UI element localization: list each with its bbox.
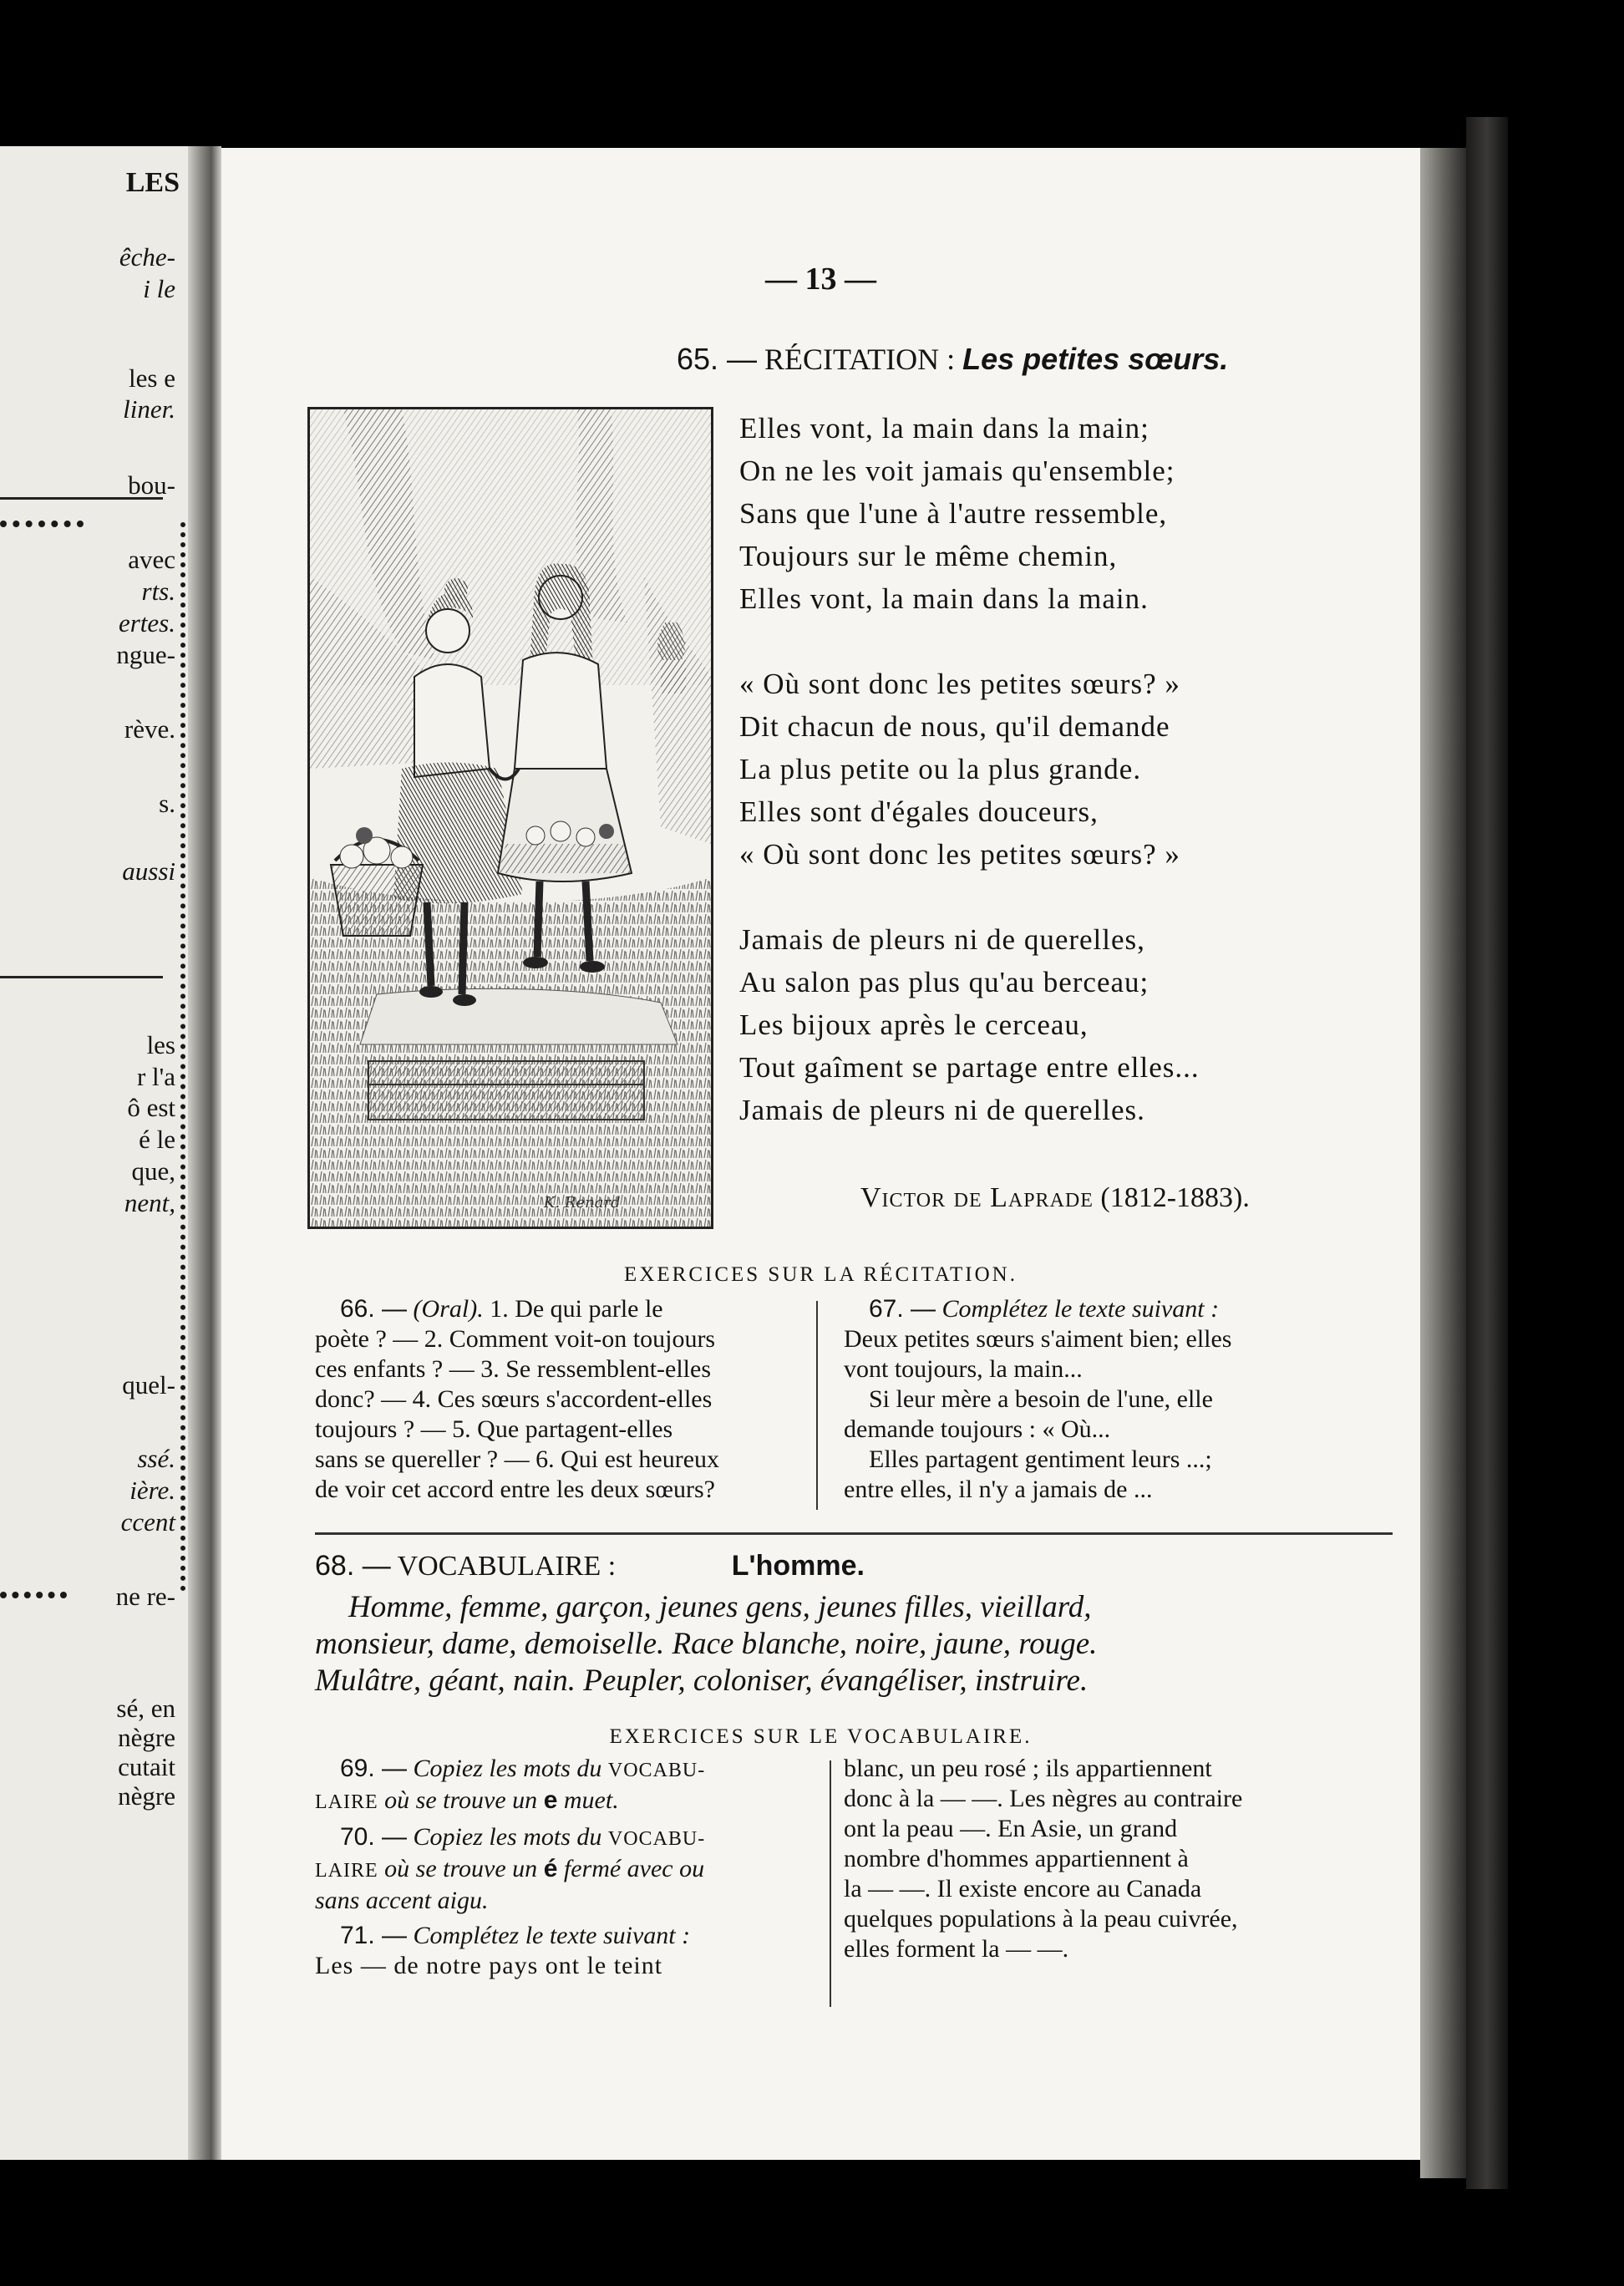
left-page-text-fragment: LES — [125, 167, 180, 198]
exercise-66-line: ces enfants ? — 3. Se ressemblent-elles — [315, 1355, 712, 1383]
page-number: — 13 — — [765, 262, 876, 297]
exercise-69-smallcaps2: LAIRE — [315, 1791, 378, 1813]
exercise-67-line: Elles partagent gentiment leurs ...; — [869, 1445, 1212, 1473]
poem-stanza-3 — [739, 918, 1391, 1131]
vocabulary-line: Homme, femme, garçon, jeunes gens, jeunes filles, vieillard, — [348, 1590, 1092, 1624]
exercise-66 — [315, 1294, 850, 1505]
vocabulary-number: 68. — — [315, 1550, 391, 1582]
exercise-66-line: toujours ? — 5. Que partagent-elles — [315, 1415, 673, 1443]
section-divider — [315, 1532, 1393, 1535]
left-page-text-fragment: les — [146, 1030, 175, 1059]
left-page-text-fragment: les e — [129, 363, 175, 393]
exercise-71 — [315, 1921, 825, 1951]
poem-line: Elles vont, la main dans la main; — [739, 412, 1149, 444]
exercise-71-line: donc à la — —. Les nègres au contraire — [844, 1785, 1243, 1812]
poem-line: Elles vont, la main dans la main. — [739, 582, 1149, 615]
left-page-text-fragment: nègre — [118, 1781, 175, 1811]
vocabulary-subject: L'homme. — [731, 1550, 865, 1582]
exercise-66-line: poète ? — 2. Comment voit-on toujours — [315, 1325, 716, 1353]
left-page-text-fragment: cutait — [118, 1752, 175, 1781]
exercise-71-line: la — —. Il existe encore au Canada — [844, 1875, 1202, 1902]
author-name: Victor de Laprade — [860, 1182, 1094, 1213]
poem-line: Sans que l'une à l'autre ressemble, — [739, 497, 1168, 530]
vocabulary-line: Mulâtre, géant, nain. Peupler, coloniser, évangéliser, instruire. — [315, 1664, 1089, 1698]
exercise-66-line: 1. De qui parle le — [490, 1295, 663, 1323]
exercise-66-line: de voir cet accord entre les deux sœurs? — [315, 1476, 715, 1503]
poem-line: Toujours sur le même chemin, — [739, 540, 1118, 572]
vocabulary-title — [315, 1550, 865, 1582]
exercise-70-smallcaps: VOCABU- — [607, 1828, 706, 1850]
exercise-70-cont — [315, 1854, 825, 1886]
left-page-frame — [0, 1592, 67, 1598]
engraving-drawing — [310, 409, 711, 1227]
book-spine — [188, 146, 221, 2160]
exercises-vocabulary-heading: EXERCICES SUR LE VOCABULAIRE. — [609, 1725, 1033, 1748]
exercise-69-cont — [315, 1786, 825, 1817]
left-page-text-fragment: aussi — [122, 856, 175, 886]
exercise-69-smallcaps: VOCABU- — [607, 1760, 706, 1781]
column-divider-2 — [830, 1760, 831, 2007]
exercise-71-line: ont la peau —. En Asie, un grand — [844, 1815, 1178, 1842]
author-dates: (1812-1883). — [1100, 1182, 1250, 1213]
exercise-71-line: blanc, un peu rosé ; ils appartiennent — [844, 1755, 1212, 1782]
left-page-text-fragment: r l'a — [136, 1062, 175, 1091]
exercise-67-line: vont toujours, la main... — [844, 1355, 1083, 1383]
exercise-69-number: 69. — — [340, 1755, 408, 1782]
left-page-text-fragment: ssé. — [137, 1444, 175, 1473]
left-page-text-fragment: i le — [143, 274, 175, 303]
left-page-text-fragment: avec — [128, 545, 175, 574]
engraving-signature: K. Renard — [544, 1194, 621, 1212]
exercise-67 — [844, 1294, 1395, 1505]
vocabulary-words — [315, 1589, 1393, 1699]
exercise-70-letter: é — [543, 1855, 558, 1882]
poem-line: « Où sont donc les petites sœurs? » — [739, 668, 1180, 700]
exercise-67-number: 67. — — [869, 1295, 936, 1323]
poem-line: Jamais de pleurs ni de querelles, — [739, 923, 1145, 956]
poem-line: « Où sont donc les petites sœurs? » — [739, 838, 1180, 871]
exercise-66-line: sans se quereller ? — 6. Qui est heureux — [315, 1445, 720, 1473]
left-page-text-fragment: liner. — [123, 394, 175, 424]
exercise-67-line: Deux petites sœurs s'aiment bien; elles — [844, 1325, 1232, 1353]
left-page-frame — [180, 522, 185, 1592]
poem — [739, 407, 1391, 1174]
recitation-poem-title: Les petites sœurs. — [962, 342, 1229, 376]
left-page-text-fragment: s. — [159, 789, 175, 818]
exercise-70-smallcaps2: LAIRE — [315, 1860, 378, 1882]
exercise-70-number: 70. — — [340, 1823, 408, 1851]
exercise-71-continued — [844, 1754, 1395, 1964]
left-page-text-fragment: rève. — [124, 714, 175, 744]
poem-stanza-2 — [739, 663, 1391, 876]
exercise-71-number: 71. — — [340, 1922, 408, 1949]
vocabulary-line: monsieur, dame, demoiselle. Race blanche, noire, jaune, rouge. — [315, 1627, 1098, 1661]
poem-line: Dit chacun de nous, qu'il demande — [739, 710, 1170, 743]
exercise-69-text3: muet. — [563, 1786, 619, 1814]
left-page-text-fragment: é le — [139, 1125, 175, 1154]
exercise-69-text: Copiez les mots du — [413, 1755, 602, 1782]
left-page-text-fragment: ne re- — [115, 1582, 175, 1611]
exercises-69-71 — [315, 1754, 825, 1981]
left-page-text-fragment: que, — [131, 1156, 175, 1186]
exercise-66-number: 66. — — [340, 1295, 408, 1323]
exercise-71-line: elles forment la — —. — [844, 1935, 1069, 1963]
left-page-rule — [0, 976, 163, 978]
exercise-70 — [315, 1822, 825, 1854]
book-cover-edge — [1466, 117, 1508, 2189]
vocabulary-label: VOCABULAIRE : — [397, 1551, 617, 1582]
left-page-frame — [0, 521, 84, 527]
poem-line: Elles sont d'égales douceurs, — [739, 795, 1099, 828]
poem-line: Les bijoux après le cerceau, — [739, 1008, 1089, 1041]
exercise-67-line: Si leur mère a besoin de l'une, elle — [869, 1385, 1213, 1413]
exercise-70-text3: fermé avec ou — [563, 1855, 705, 1882]
poem-line: On ne les voit jamais qu'ensemble; — [739, 455, 1175, 487]
exercise-66-label: (Oral). — [413, 1295, 484, 1323]
exercises-recitation-heading: EXERCICES SUR LA RÉCITATION. — [624, 1263, 1018, 1286]
recitation-number: 65. — — [677, 342, 758, 376]
book-page — [221, 148, 1420, 2160]
left-page-text-fragment: ô est — [127, 1093, 175, 1122]
poem-stanza-1 — [739, 407, 1391, 620]
previous-page-edge — [0, 146, 200, 2160]
column-divider — [816, 1301, 818, 1510]
left-page-text-fragment: êche- — [119, 242, 175, 272]
exercise-69-text2: où se trouve un — [384, 1786, 538, 1814]
left-page-text-fragment: nègre — [118, 1723, 175, 1752]
poem-line: Au salon pas plus qu'au berceau; — [739, 966, 1149, 998]
exercise-71-label: Complétez le texte suivant : — [413, 1922, 691, 1949]
engraving-illustration — [307, 407, 713, 1229]
left-page-text-fragment: quel- — [122, 1370, 175, 1400]
poem-author — [860, 1182, 1250, 1214]
exercise-71-line: nombre d'hommes appartiennent à — [844, 1845, 1189, 1872]
left-page-text-fragment: sé, en — [116, 1694, 175, 1723]
poem-line: La plus petite ou la plus grande. — [739, 753, 1142, 785]
left-page-text-fragment: bou- — [128, 470, 175, 500]
left-page-text-fragment: ertes. — [118, 608, 175, 638]
poem-line: Tout gaîment se partage entre elles... — [739, 1051, 1200, 1084]
exercise-70-text: Copiez les mots du — [413, 1823, 602, 1851]
recitation-label: RÉCITATION : — [764, 343, 956, 376]
exercise-71-line: quelques populations à la peau cuivrée, — [844, 1905, 1238, 1933]
left-page-text-fragment: ngue- — [116, 640, 175, 669]
exercise-67-label: Complétez le texte suivant : — [941, 1295, 1220, 1323]
left-page-text-fragment: nent, — [124, 1188, 175, 1217]
recitation-title — [677, 342, 1228, 377]
left-page-text-fragment: ière. — [129, 1476, 175, 1505]
page-edges — [1420, 148, 1466, 2178]
exercise-66-line: donc? — 4. Ces sœurs s'accordent-elles — [315, 1385, 713, 1413]
exercise-71-line: Les — de notre pays ont le teint — [315, 1952, 663, 1979]
exercise-67-line: demande toujours : « Où... — [844, 1415, 1111, 1443]
poem-line: Jamais de pleurs ni de querelles. — [739, 1094, 1145, 1126]
exercise-70-text2: où se trouve un — [384, 1855, 538, 1882]
left-page-text-fragment: ccent — [120, 1507, 175, 1537]
exercise-67-line: entre elles, il n'y a jamais de ... — [844, 1476, 1153, 1503]
exercise-70-line3: sans accent aigu. — [315, 1887, 489, 1914]
exercise-69-letter: e — [543, 1786, 558, 1814]
exercise-69 — [315, 1754, 825, 1786]
left-page-text-fragment: rts. — [141, 577, 175, 606]
